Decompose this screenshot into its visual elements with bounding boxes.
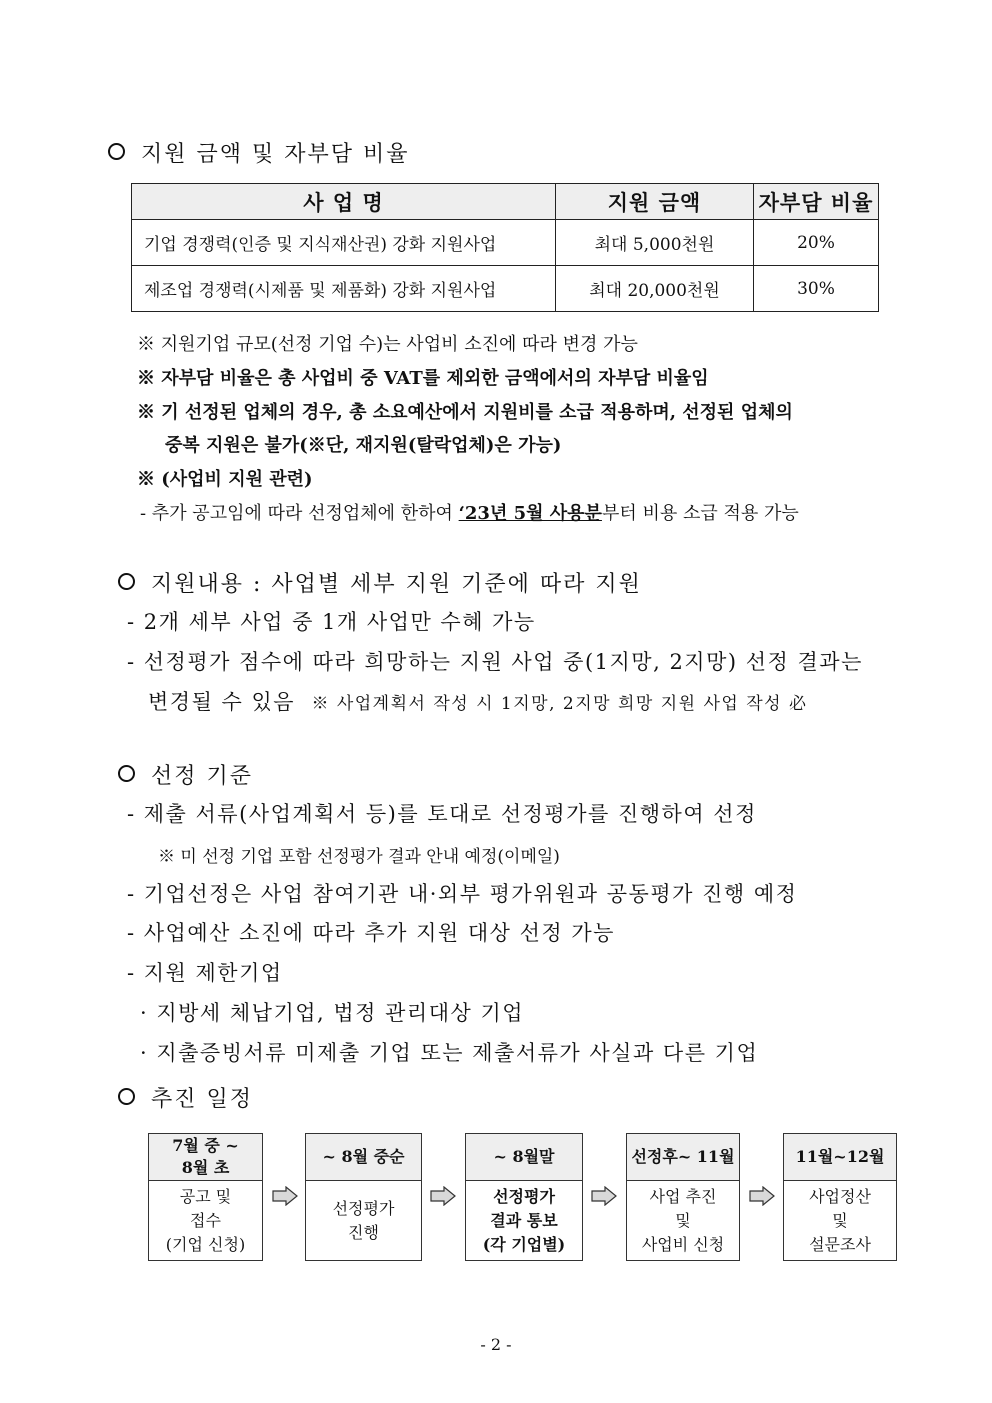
support-amount-table <box>131 183 879 312</box>
schedule-step-5 <box>783 1133 897 1261</box>
table-cell: 20% <box>754 220 879 266</box>
support-content-line-2: - 선정평가 점수에 따라 희망하는 지원 사업 중(1지망, 2지망) 선정 결과는 <box>127 650 863 674</box>
selection-note: ※ 미 선정 기업 포함 선정평가 결과 안내 예정(이메일) <box>158 847 560 867</box>
schedule-step-3 <box>465 1133 583 1261</box>
schedule-task: 사업 추진 및 사업비 신청 <box>641 1186 725 1254</box>
note-retroactive-application: - 추가 공고임에 따라 선정업체에 한하여 ‘23년 5월 사용분부터 비용 소급 적용 가능 <box>140 503 799 524</box>
table-cell: 최대 20,000천원 <box>556 266 754 312</box>
circle-bullet-icon <box>118 1088 135 1105</box>
table-cell: 제조업 경쟁력(시제품 및 제품화) 강화 지원사업 <box>132 266 556 312</box>
schedule-period: 11월~12월 <box>784 1134 896 1181</box>
circle-bullet-icon <box>118 573 135 590</box>
selection-line-6: · 지방세 체납기업, 법정 관리대상 기업 <box>140 1001 525 1025</box>
selection-line-7: · 지출증빙서류 미제출 기업 또는 제출서류가 사실과 다른 기업 <box>140 1041 759 1065</box>
schedule-period: 7월 중 ~ 8월 초 <box>149 1134 262 1181</box>
selection-line-3: - 기업선정은 사업 참여기관 내·외부 평가위원과 공동평가 진행 예정 <box>127 882 798 906</box>
circle-bullet-icon <box>118 765 135 782</box>
table-cell: 기업 경쟁력(인증 및 지식재산권) 강화 지원사업 <box>132 220 556 266</box>
table-header-self-burden: 자부담 비율 <box>754 184 879 220</box>
table-cell: 최대 5,000천원 <box>556 220 754 266</box>
arrow-right-icon <box>591 1186 617 1206</box>
section-heading-support-amount: 지원 금액 및 자부담 비율 <box>108 137 410 168</box>
highlight-date: ‘23년 5월 사용분 <box>458 503 602 524</box>
table-row <box>132 266 879 312</box>
note-self-burden-vat: ※ 자부담 비율은 총 사업비 중 VAT를 제외한 금액에서의 자부담 비율임 <box>137 368 709 389</box>
arrow-right-icon <box>430 1186 456 1206</box>
schedule-period: 선정후~ 11월 <box>627 1134 739 1181</box>
support-content-line-1: - 2개 세부 사업 중 1개 사업만 수혜 가능 <box>127 610 536 634</box>
arrow-right-icon <box>272 1186 298 1206</box>
table-header-support-amount: 지원 금액 <box>556 184 754 220</box>
schedule-period: ~ 8월말 <box>466 1134 582 1181</box>
note-company-scale: ※ 지원기업 규모(선정 기업 수)는 사업비 소진에 따라 변경 가능 <box>137 334 638 355</box>
section-heading-schedule: 추진 일정 <box>118 1082 253 1113</box>
table-row <box>132 220 879 266</box>
schedule-step-4 <box>626 1133 740 1261</box>
selection-line-4: - 사업예산 소진에 따라 추가 지원 대상 선정 가능 <box>127 921 615 945</box>
schedule-task: 선정평가 결과 통보 (각 기업별) <box>482 1186 566 1254</box>
support-content-line-3: 변경될 수 있음 ※ 사업계획서 작성 시 1지망, 2지망 희망 지원 사업 작성 必 <box>148 690 808 714</box>
section-heading-support-content: 지원내용 : 사업별 세부 지원 기준에 따라 지원 <box>118 567 642 598</box>
schedule-step-1 <box>148 1133 263 1261</box>
schedule-period: ~ 8월 중순 <box>306 1134 421 1181</box>
arrow-right-icon <box>749 1186 775 1206</box>
page-number: - 2 - <box>480 1335 512 1354</box>
schedule-task: 사업정산 및 설문조사 <box>809 1186 871 1254</box>
note-retroactive-2: 중복 지원은 불가(※단, 재지원(탈락업체)은 가능) <box>165 435 562 456</box>
note-budget-support: ※ (사업비 지원 관련) <box>137 469 313 490</box>
table-cell: 30% <box>754 266 879 312</box>
selection-line-1: - 제출 서류(사업계획서 등)를 토대로 선정평가를 진행하여 선정 <box>127 802 757 826</box>
table-header-business-name: 사 업 명 <box>132 184 556 220</box>
section-heading-selection-criteria: 선정 기준 <box>118 759 253 790</box>
note-retroactive-1: ※ 기 선정된 업체의 경우, 총 소요예산에서 지원비를 소급 적용하며, 선정된 업체의 <box>137 402 793 423</box>
selection-line-5: - 지원 제한기업 <box>127 961 283 985</box>
schedule-task: 공고 및 접수 (기업 신청) <box>165 1186 246 1254</box>
schedule-step-2 <box>305 1133 422 1261</box>
table-header-row <box>132 184 879 220</box>
circle-bullet-icon <box>108 143 125 160</box>
schedule-task: 선정평가 진행 <box>332 1198 395 1242</box>
